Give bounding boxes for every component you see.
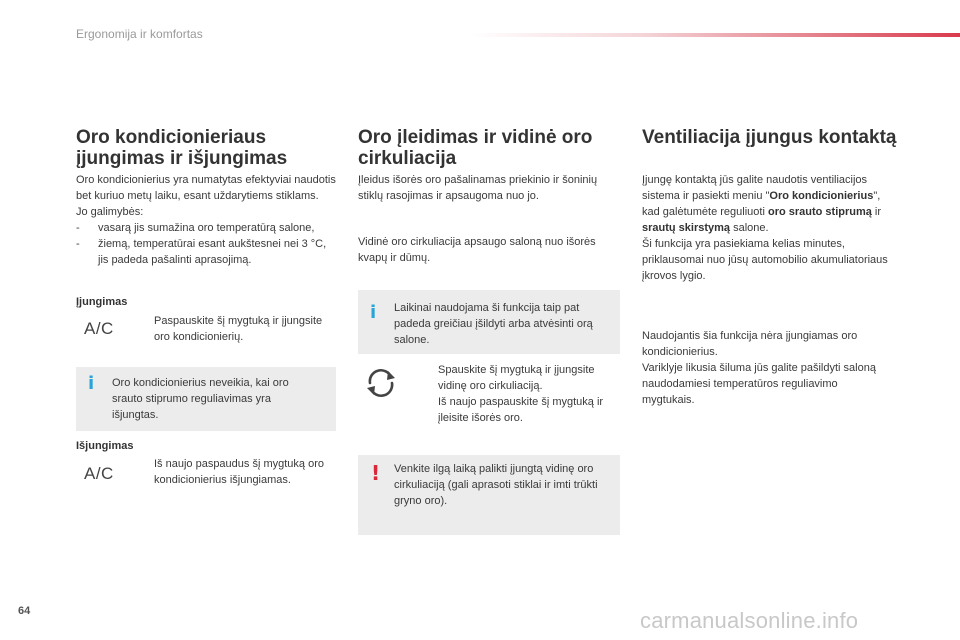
info-icon: i (370, 302, 377, 323)
ac-button-icon: A/C (84, 464, 114, 483)
warning-icon: ! (371, 461, 381, 485)
list-item: Paspauskite šį mygtuką ir įjungsite oro kondicionierių. (154, 315, 323, 343)
airflow-distribution: srautų skirstymą (642, 222, 731, 234)
list-item: Iš naujo paspauskite šį mygtuką ir įleisite išorės oro. (438, 396, 604, 424)
col1-possibilities-label: Jo galimybės: (76, 206, 144, 218)
ac-button-icon: A/C (84, 319, 114, 338)
menu-name: Oro kondicionierius (769, 190, 874, 202)
col1-off-heading: Išjungimas (76, 440, 134, 452)
recirculation-button-icon (364, 366, 398, 400)
col2-warning-box (358, 455, 620, 535)
watermark: carmanualsonline.info (640, 608, 859, 633)
dash-marker: - (76, 238, 80, 250)
col1-bullet-list (76, 220, 336, 268)
col1-info-text: Oro kondicionierius neveikia, kai oro srauto stiprumo reguliavimas yra išjungtas. (112, 377, 289, 421)
list-item: - žiemą, temperatūrai esant aukštesnei nei 3 °C, jis padeda pašalinti aprasojimą. (76, 238, 327, 266)
col3-p1: Įjungę kontaktą jūs galite naudotis ventiliacijos sistema ir pasiekti meniu "Oro kondicionierius", kad galėtumėte reguliuoti oro srauto stiprumą ir srautų skirstymą salone. Ši funkcija yra pasiekiama kelias minutes, priklausomai nuo jūsų automobilio akumuliatoriaus įkrovos lygio. (642, 174, 888, 282)
col2-info-box (358, 290, 620, 354)
col1-info-box (76, 367, 336, 431)
page-header-title: Ergonomija ir komfortas (76, 27, 203, 41)
col1-on-heading: Įjungimas (76, 296, 128, 308)
col2-title: Oro įleidimas ir vidinė oro cirkuliacija (358, 127, 593, 169)
col3-title: Ventiliacija įjungus kontaktą (642, 127, 897, 148)
col2-info-text: Laikinai naudojama ši funkcija taip pat padeda greičiau įšildyti arba atvėsinti orą salone. (394, 302, 593, 346)
list-item: - vasarą jis sumažina oro temperatūrą salone, (76, 222, 315, 234)
page-number: 64 (18, 605, 31, 617)
list-item: Spauskite šį mygtuką ir įjungsite vidinę oro cirkuliaciją. (438, 364, 595, 392)
col1-off-list (134, 456, 334, 488)
col3-p4: Variklyje likusia šiluma jūs galite pašildyti saloną naudodamiesi temperatūros reguliavimo mygtukais. (642, 362, 876, 406)
list-item: Iš naujo paspaudus šį mygtuką oro kondicionierius išjungiamas. (154, 458, 324, 486)
col1-on-list (134, 313, 334, 345)
header-accent-bar (470, 33, 960, 37)
col1-intro-text: Oro kondicionierius yra numatytas efektyviai naudotis bet kuriuo metų laiku, esant uždarytiems stiklams. (76, 174, 336, 202)
col2-p1: Įleidus išorės oro pašalinamas priekinio ir šoninių stiklų rasojimas ir apsaugoma nuo jo. (358, 174, 598, 202)
info-icon: i (88, 373, 95, 394)
col3-p2: Ši funkcija yra pasiekiama kelias minutes, priklausomai nuo jūsų automobilio akumuliatoriaus įkrovos lygio. (642, 238, 888, 282)
col3-p3: Naudojantis šia funkcija nėra įjungiamas oro kondicionierius. Variklyje likusia šiluma jūs galite pašildyti saloną naudodamiesi temperatūros reguliavimo mygtukais. (642, 330, 876, 406)
airflow-strength: oro srauto stiprumą (767, 206, 872, 218)
col2-warning-text: Venkite ilgą laiką palikti įjungtą vidinę oro cirkuliaciją (gali aprasoti stiklai ir imti trūkti gryno oro). (394, 463, 598, 507)
col1-intro (76, 172, 336, 268)
col2-p2: Vidinė oro cirkuliacija apsaugo saloną nuo išorės kvapų ir dūmų. (358, 236, 596, 264)
col1-title: Oro kondicionieriaus įjungimas ir išjungimas (76, 127, 288, 169)
col2-steps-list (418, 362, 620, 426)
dash-marker: - (76, 222, 80, 234)
